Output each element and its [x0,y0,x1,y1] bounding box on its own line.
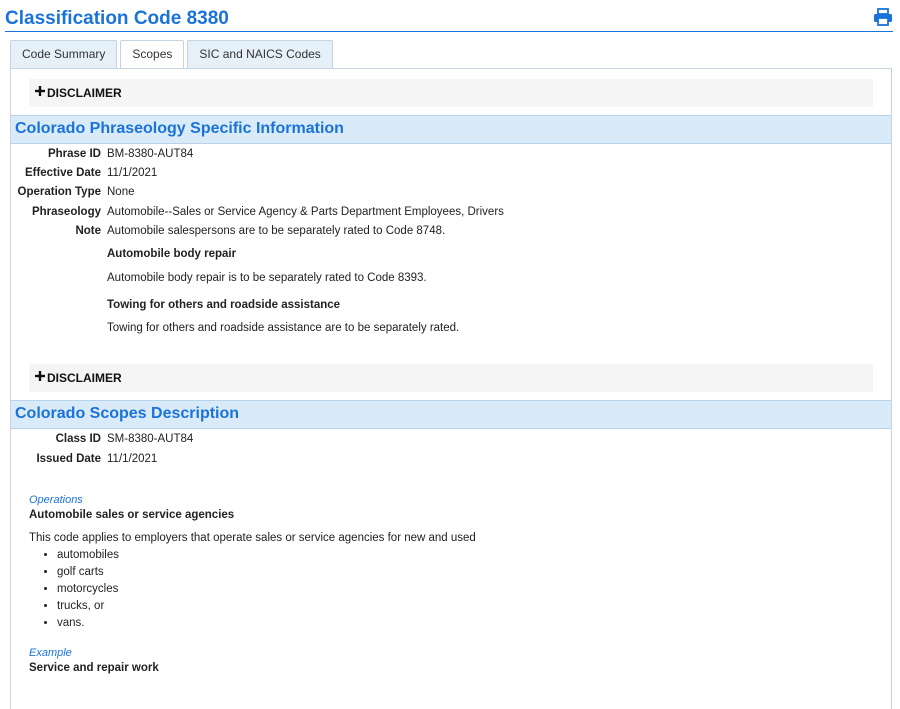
list-item: • automobiles [57,547,119,564]
scopes-section-header [11,400,891,429]
disclaimer-toggle-1[interactable] [29,79,873,107]
list-item: • golf carts [57,564,119,581]
plus-icon [35,86,45,96]
field-value: 11/1/2021 [107,453,158,465]
plus-icon [35,371,45,381]
field-label: Effective Date [24,167,101,179]
list-item: • motorcycles [57,581,119,598]
note-title: Towing for others and roadside assistance [107,299,341,311]
field-label: Issued Date [36,453,101,465]
list-item: • vans. [57,615,119,632]
list-item: • trucks, or [57,598,119,615]
field-value: SM-8380-AUT84 [107,433,194,445]
field-label: Note [75,225,101,237]
field-value: BM-8380-AUT84 [107,148,194,160]
field-class-id [11,433,891,453]
operations-title: Automobile sales or service agencies [29,509,235,521]
tab-bar [10,40,336,69]
phraseology-section-header [11,115,891,144]
field-label: Phraseology [31,206,101,218]
field-note [11,225,891,245]
operations-text: This code applies to employers that operate sales or service agencies for new and used [29,532,476,544]
field-issued-date [11,453,891,473]
note-text: Towing for others and roadside assistance are to be separately rated. [107,322,460,334]
disclaimer-label: DISCLAIMER [47,86,122,100]
tab-scopes[interactable]: Scopes [120,40,184,69]
operations-label: Operations [29,494,83,506]
field-label: Class ID [55,433,101,445]
field-value: Automobile salespersons are to be separately rated to Code 8748. [107,225,446,237]
disclaimer-label: DISCLAIMER [47,371,122,385]
disclaimer-toggle-2[interactable] [29,364,873,392]
field-phrase-id [11,148,891,168]
title-divider [5,31,893,32]
field-label: Operation Type [17,186,101,198]
operations-list [29,547,119,632]
scopes-heading: Colorado Scopes Description [15,405,240,422]
page-title: Classification Code 8380 [5,8,229,29]
phraseology-heading: Colorado Phraseology Specific Information [15,120,344,137]
field-value: None [107,186,135,198]
example-label: Example [29,647,72,659]
tab-panel [10,68,892,709]
field-value: Automobile--Sales or Service Agency & Parts Department Employees, Drivers [107,206,504,218]
tab-sic-naics-codes[interactable]: SIC and NAICS Codes [187,40,332,69]
field-operation-type [11,186,891,206]
tab-code-summary[interactable]: Code Summary [10,40,117,69]
note-text: Automobile body repair is to be separately rated to Code 8393. [107,272,427,284]
field-phraseology [11,206,891,226]
example-title: Service and repair work [29,662,159,674]
print-icon[interactable] [873,8,893,26]
note-title: Automobile body repair [107,248,237,260]
field-effective-date [11,167,891,187]
field-label: Phrase ID [47,148,101,160]
field-value: 11/1/2021 [107,167,158,179]
